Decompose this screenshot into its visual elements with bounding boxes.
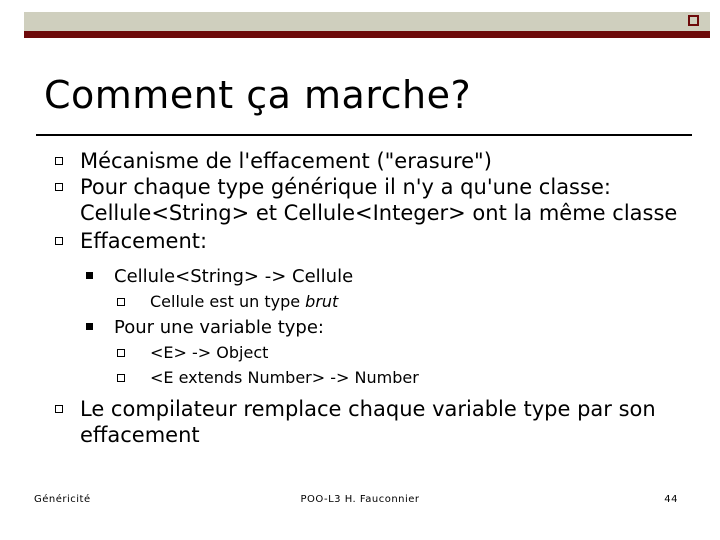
- hollow-square-bullet-icon: [55, 237, 63, 245]
- hollow-square-bullet-icon: [55, 405, 63, 413]
- sub-bullet-variable-type: Pour une variable type:: [114, 317, 324, 338]
- footer-section: Généricité: [34, 494, 91, 505]
- hollow-square-bullet-icon: [55, 157, 63, 165]
- bullet-compiler-continuation: effacement: [80, 423, 200, 447]
- hollow-square-bullet-icon: [117, 349, 125, 357]
- raw-type-text: Cellule est un type: [150, 292, 306, 311]
- page-number: 44: [664, 494, 678, 505]
- sub-sub-bullet-raw-type: [150, 292, 338, 312]
- top-decorative-bar: [24, 12, 710, 38]
- bullet-one-class: Pour chaque type générique il n'y a qu'une classe:: [80, 175, 611, 199]
- bullet-one-class-continuation: Cellule<String> et Cellule<Integer> ont la même classe: [80, 201, 678, 225]
- filled-square-bullet-icon: [86, 272, 93, 279]
- sub-bullet-cellule-erasure: Cellule<String> -> Cellule: [114, 266, 354, 287]
- hollow-square-bullet-icon: [55, 183, 63, 191]
- bullet-compiler: Le compilateur remplace chaque variable type par son: [80, 397, 656, 421]
- bullet-effacement: Effacement:: [80, 229, 208, 253]
- title-divider: [36, 134, 692, 136]
- sub-sub-bullet-object: <E> -> Object: [150, 343, 269, 362]
- square-ornament-icon: [688, 15, 699, 26]
- raw-type-italic: brut: [305, 292, 339, 311]
- hollow-square-bullet-icon: [117, 374, 125, 382]
- bullet-erasure-mechanism: Mécanisme de l'effacement ("erasure"): [80, 149, 492, 173]
- slide-title: Comment ça marche?: [44, 73, 472, 117]
- hollow-square-bullet-icon: [117, 298, 125, 306]
- filled-square-bullet-icon: [86, 323, 93, 330]
- sub-sub-bullet-number: <E extends Number> -> Number: [150, 368, 419, 387]
- footer-author: POO-L3 H. Fauconnier: [300, 494, 420, 505]
